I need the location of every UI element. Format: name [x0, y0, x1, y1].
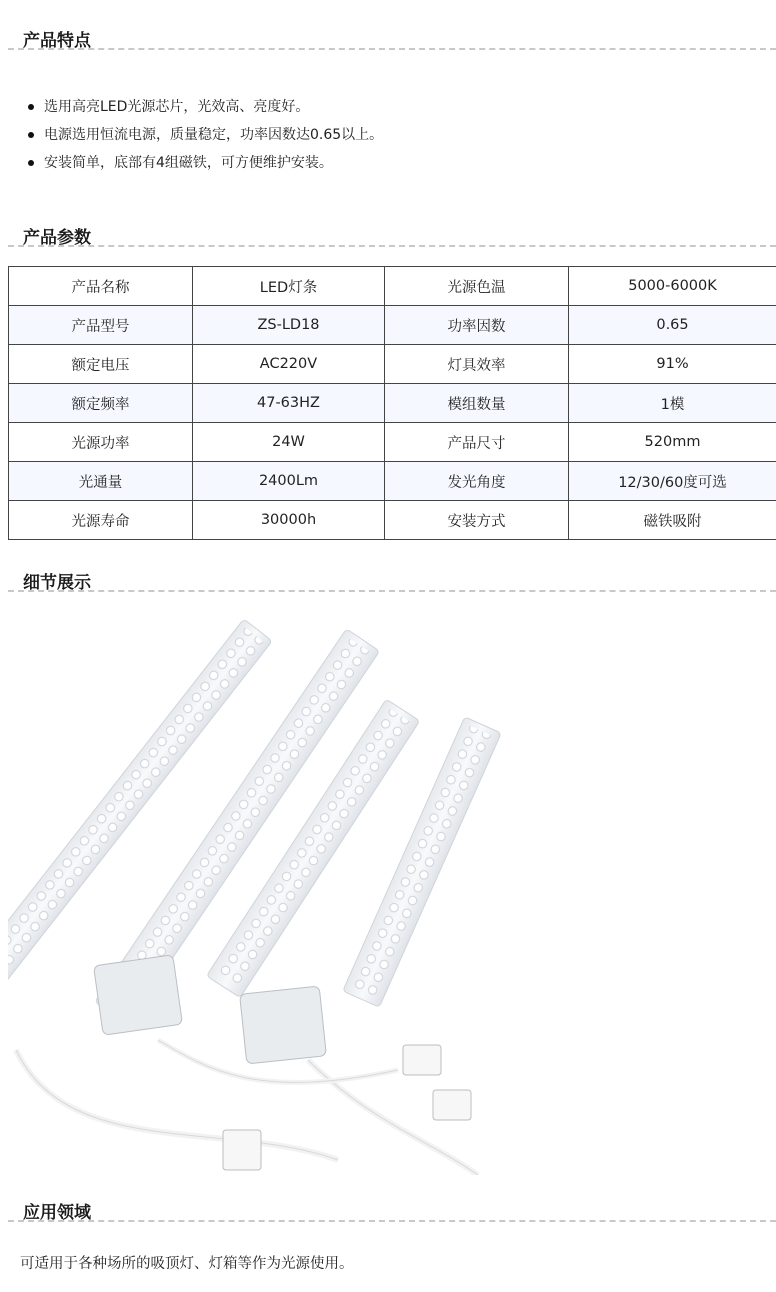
- product-photo: [8, 600, 776, 1175]
- param-label: 光源寿命: [9, 501, 193, 540]
- params-section-title: 产品参数: [23, 228, 91, 248]
- param-value: 47-63HZ: [193, 384, 385, 423]
- param-label: 模组数量: [385, 384, 569, 423]
- param-label: 发光角度: [385, 462, 569, 501]
- param-label: 额定频率: [9, 384, 193, 423]
- param-label: 光源功率: [9, 423, 193, 462]
- params-table: [8, 266, 776, 540]
- led-strip-illustration: [8, 600, 776, 1175]
- table-row: [9, 462, 776, 501]
- param-label: 产品型号: [9, 306, 193, 345]
- application-section-header: [8, 1186, 776, 1222]
- param-value: 520mm: [569, 423, 776, 462]
- param-value: LED灯条: [193, 267, 385, 306]
- param-value: 91%: [569, 345, 776, 384]
- param-value: 2400Lm: [193, 462, 385, 501]
- param-value: ZS-LD18: [193, 306, 385, 345]
- table-row: [9, 384, 776, 423]
- details-section-title: 细节展示: [23, 573, 91, 593]
- param-label: 产品名称: [9, 267, 193, 306]
- features-list: [28, 93, 383, 177]
- details-section-header: [8, 556, 776, 592]
- feature-item: 安装简单，底部有4组磁铁，可方便维护安装。: [28, 149, 383, 177]
- param-label: 光源色温: [385, 267, 569, 306]
- table-row: [9, 423, 776, 462]
- table-row: [9, 306, 776, 345]
- feature-item: 电源选用恒流电源，质量稳定，功率因数达0.65以上。: [28, 121, 383, 149]
- param-value: 30000h: [193, 501, 385, 540]
- application-text: 可适用于各种场所的吸顶灯、灯箱等作为光源使用。: [20, 1256, 354, 1272]
- param-value: 磁铁吸附: [569, 501, 776, 540]
- param-label: 产品尺寸: [385, 423, 569, 462]
- application-section-title: 应用领域: [23, 1203, 91, 1223]
- param-value: AC220V: [193, 345, 385, 384]
- param-value: 0.65: [569, 306, 776, 345]
- param-value: 24W: [193, 423, 385, 462]
- table-row: [9, 345, 776, 384]
- param-label: 额定电压: [9, 345, 193, 384]
- param-label: 功率因数: [385, 306, 569, 345]
- features-section-title: 产品特点: [23, 31, 91, 51]
- feature-item: 选用高亮LED光源芯片，光效高、亮度好。: [28, 93, 383, 121]
- param-value: 5000-6000K: [569, 267, 776, 306]
- param-label: 灯具效率: [385, 345, 569, 384]
- param-value: 12/30/60度可选: [569, 462, 776, 501]
- table-row: [9, 501, 776, 540]
- param-label: 安装方式: [385, 501, 569, 540]
- param-label: 光通量: [9, 462, 193, 501]
- param-value: 1模: [569, 384, 776, 423]
- table-row: [9, 267, 776, 306]
- params-section-header: [8, 211, 776, 247]
- features-section-header: [8, 14, 776, 50]
